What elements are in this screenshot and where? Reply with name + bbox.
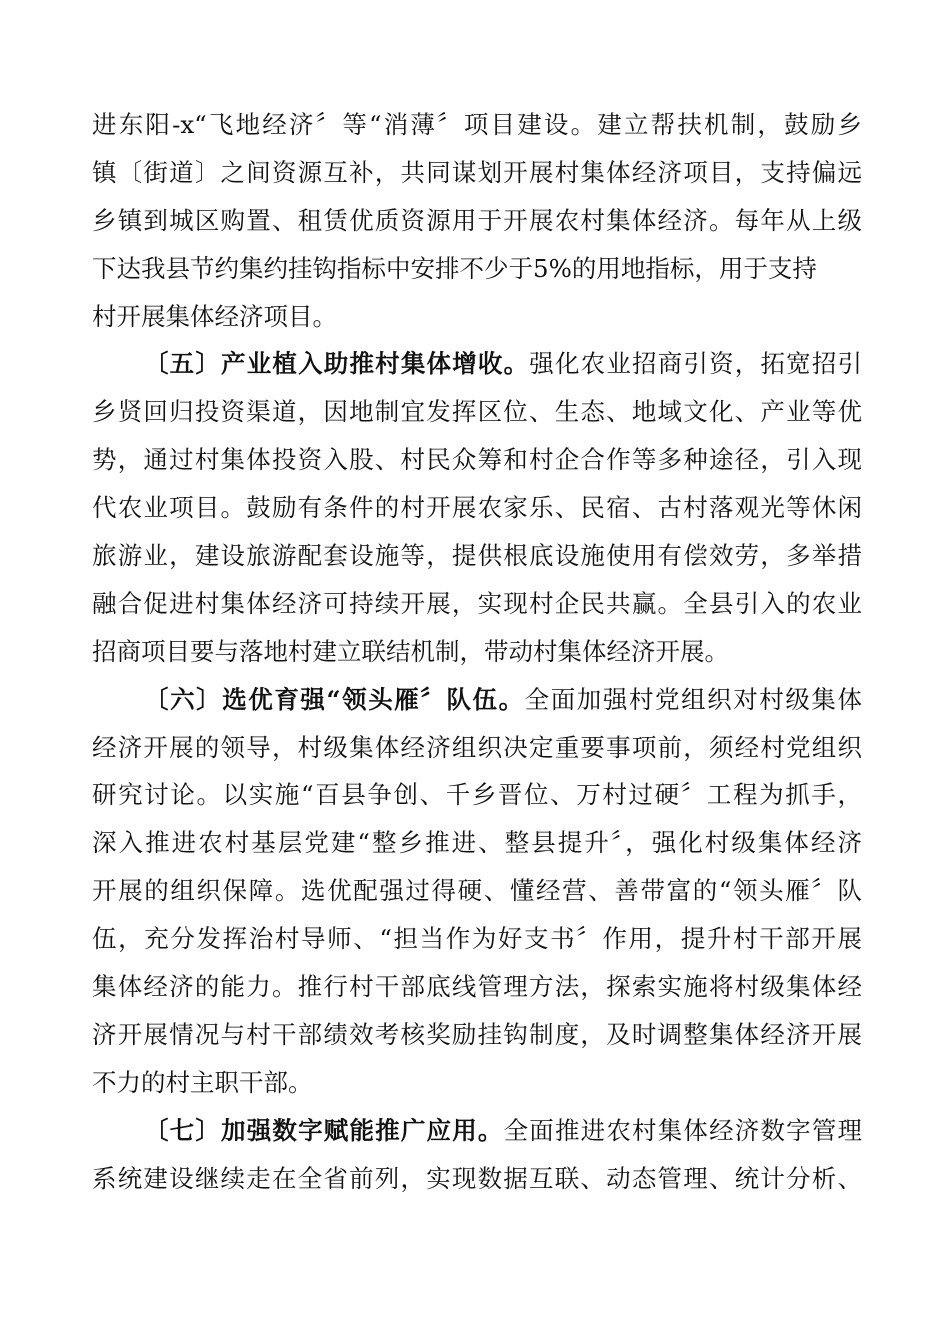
text-line [92,676,862,724]
paragraph-industry [92,340,862,675]
text-line: 深入推进农村基层党建“整乡推进、整县提升〞，强化村级集体经济 [92,828,862,858]
section-heading: 〔六〕选优育强“领头雁〞队伍。 [144,684,525,714]
text-line: 开展的组织保障。选优配强过得硬、懂经营、善带富的“领头雁〞队 [92,876,862,906]
text-line: 融合促进村集体经济可持续开展，实现村企民共赢。全县引入的农业 [92,588,862,618]
paragraph-digital [92,1107,862,1203]
text-line: 济开展情况与村干部绩效考核奖励挂钩制度，及时调整集体经济开展 [92,1019,862,1049]
text-line: 下达我县节约集约挂钩指标中安排不少于5%的用地指标，用于支持 [92,253,817,283]
text-line: 经济开展的领导，村级集体经济组织决定重要事项前，须经村党组织 [92,732,862,762]
document-body [92,101,862,1202]
text-run: 全面加强村党组织对村级集体 [524,684,863,714]
paragraph-leadership [92,676,862,1107]
text-line [92,340,862,388]
text-line: 不力的村主职干部。 [92,1067,313,1097]
text-line: 乡贤回归投资渠道，因地制宜发挥区位、生态、地域文化、产业等优 [92,397,862,427]
section-heading: 〔五〕产业植入助推村集体增收。 [144,349,530,379]
text-line: 招商项目要与落地村建立联结机制，带动村集体经济开展。 [92,636,729,666]
text-line: 势，通过村集体投资入股、村民众筹和村企合作等多种途径，引入现 [92,445,862,475]
text-line: 村开展集体经济项目。 [92,301,337,331]
section-heading: 〔七〕加强数字赋能推广应用。 [144,1115,504,1145]
text-line: 进东阳-x“飞地经济〞等“消薄〞项目建设。建立帮扶机制，鼓励乡 [92,110,862,139]
text-line: 研究讨论。以实施“百县争创、千乡晋位、万村过硬〞工程为抓手， [92,780,862,810]
text-line: 系统建设继续走在全省前列，实现数据互联、动态管理、统计分析、 [92,1163,862,1193]
text-line: 镇〔街道〕之间资源互补，共同谋划开展村集体经济项目，支持偏远 [92,157,862,187]
text-line: 伍，充分发挥治村导师、“担当作为好支书〞作用，提升村干部开展 [92,924,862,954]
text-line [92,1107,862,1155]
text-run: 全面推进农村集体经济数字管理 [503,1115,862,1145]
paragraph-land-policy [92,101,862,340]
text-line: 乡镇到城区购置、租赁优质资源用于开展农村集体经济。每年从上级 [92,205,862,235]
text-line: 集体经济的能力。推行村干部底线管理方法，探索实施将村级集体经 [92,972,862,1002]
text-line: 旅游业，建设旅游配套设施等，提供根底设施使用有偿效劳，多举措 [92,541,862,571]
text-line: 代农业项目。鼓励有条件的村开展农家乐、民宿、古村落观光等休闲 [92,493,862,523]
text-run: 强化农业招商引资，拓宽招引 [529,349,863,379]
